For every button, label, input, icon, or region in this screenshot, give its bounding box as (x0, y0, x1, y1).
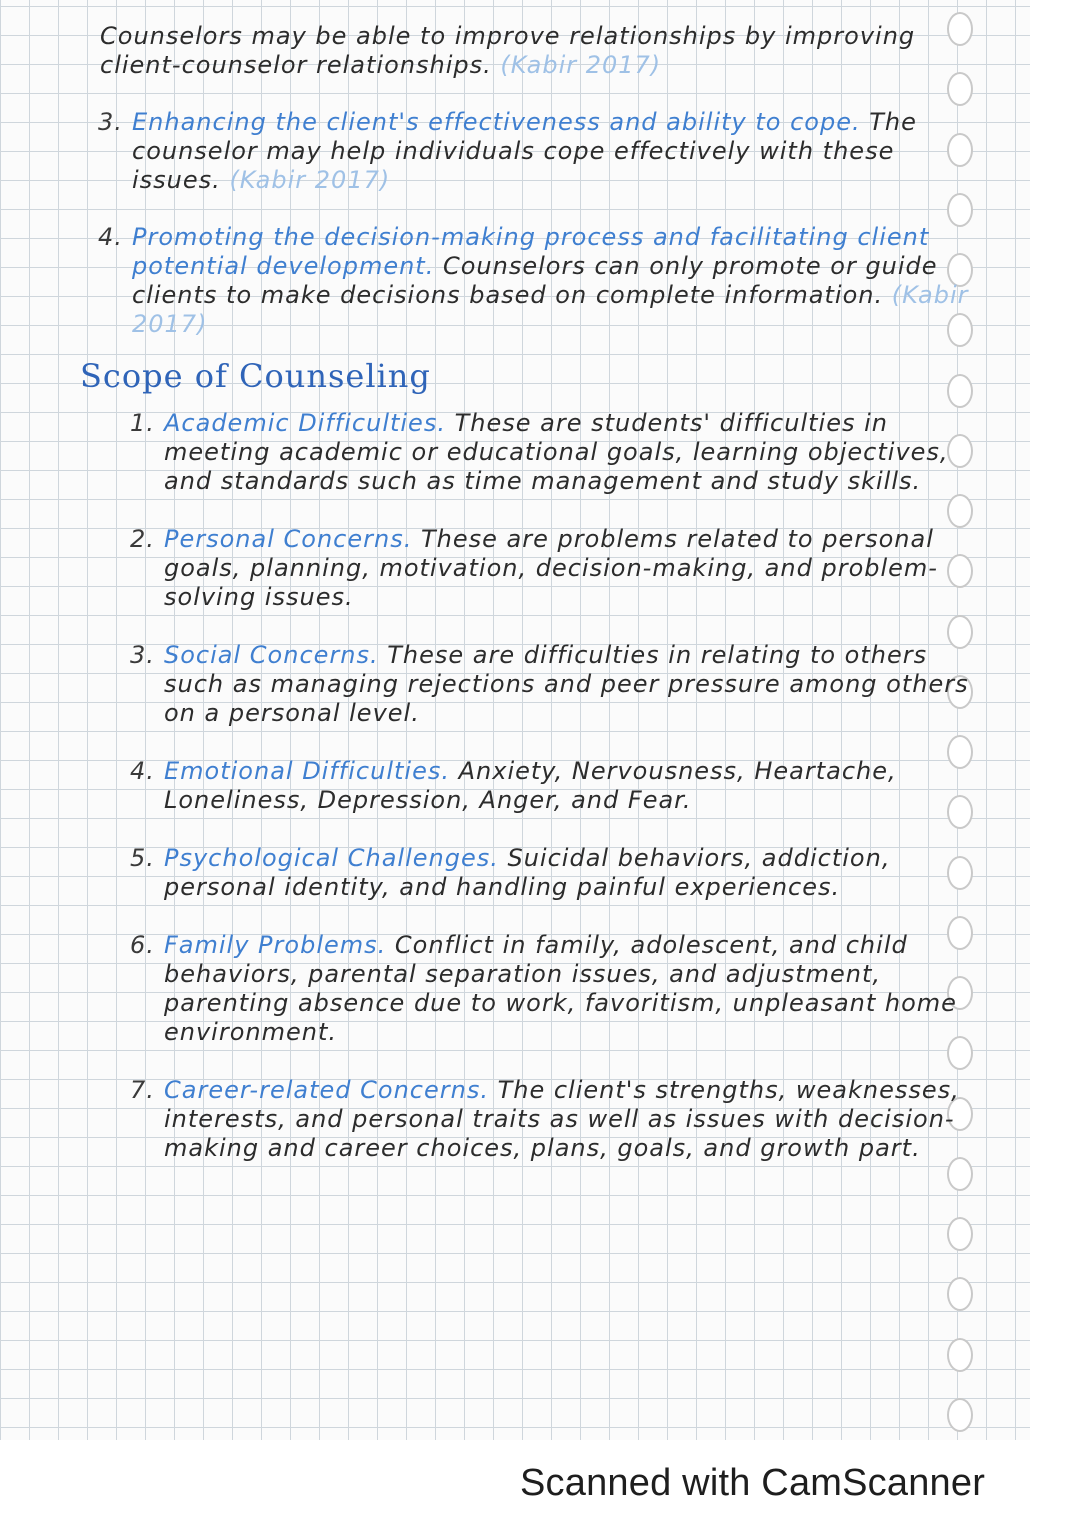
goal-item (98, 223, 978, 339)
scope-body: These are problems related to personal goals, planning, motivation, decision-making, and problem-solving issues. (164, 525, 938, 611)
scope-item (130, 525, 978, 612)
scope-item (130, 409, 978, 496)
scope-heading: Psychological Challenges. (164, 844, 499, 872)
intro-paragraph (100, 22, 978, 80)
scope-heading: Career-related Concerns. (164, 1076, 489, 1104)
binder-ring (947, 1217, 973, 1251)
scope-body: Suicidal behaviors, addiction, personal identity, and handling painful experiences. (164, 844, 891, 901)
scope-number: 5. (130, 844, 155, 872)
binder-ring (947, 1277, 973, 1311)
goal-number: 4. (98, 223, 123, 251)
goal-body: Counselors can only promote or guide clients to make decisions based on complete information. (132, 252, 938, 309)
intro-text: Counselors may be able to improve relationships by improving client-counselor relationships. (100, 22, 916, 79)
scope-number: 4. (130, 757, 155, 785)
binder-ring (947, 1398, 973, 1432)
scope-heading: Family Problems. (164, 931, 387, 959)
scope-item (130, 931, 978, 1047)
notes-content (80, 22, 978, 1192)
goal-heading: Promoting the decision-making process and facilitating client potential development. (132, 223, 930, 280)
intro-citation: (Kabir 2017) (500, 51, 662, 79)
goal-citation: (Kabir 2017) (132, 281, 969, 338)
section-title: Scope of Counseling (80, 357, 431, 395)
scope-heading: Social Concerns. (164, 641, 379, 669)
goals-list (98, 108, 978, 339)
scope-number: 2. (130, 525, 155, 553)
scope-item (130, 1076, 978, 1163)
scope-list (130, 409, 978, 1163)
scope-heading: Academic Difficulties. (164, 409, 446, 437)
scope-item (130, 844, 978, 902)
scope-body: Conflict in family, adolescent, and child behaviors, parental separation issues, and adjustment, parenting absence due to work, favoritism, unpleasant home environment. (164, 931, 957, 1046)
scope-item (130, 757, 978, 815)
scope-item (130, 641, 978, 728)
binder-ring (947, 1338, 973, 1372)
goal-citation: (Kabir 2017) (229, 166, 391, 194)
scope-body: The client's strengths, weaknesses, interests, and personal traits as well as issues with decision-making and career choices, plans, goals, and growth part. (164, 1076, 960, 1162)
scope-number: 3. (130, 641, 155, 669)
scope-heading: Personal Concerns. (164, 525, 413, 553)
scope-number: 7. (130, 1076, 155, 1104)
scope-body: Anxiety, Nervousness, Heartache, Loneliness, Depression, Anger, and Fear. (164, 757, 897, 814)
scope-body: These are difficulties in relating to others such as managing rejections and peer pressure among others on a personal level. (164, 641, 969, 727)
scope-number: 6. (130, 931, 155, 959)
goal-body: The counselor may help individuals cope effectively with these issues. (132, 108, 917, 194)
scanner-watermark: Scanned with CamScanner (520, 1462, 986, 1504)
goal-number: 3. (98, 108, 123, 136)
scope-body: These are students' difficulties in meeting academic or educational goals, learning objectives, and standards such as time management and study skills. (164, 409, 949, 495)
scope-heading: Emotional Difficulties. (164, 757, 450, 785)
goal-item (98, 108, 978, 195)
goal-heading: Enhancing the client's effectiveness and ability to cope. (132, 108, 861, 136)
scope-number: 1. (130, 409, 155, 437)
